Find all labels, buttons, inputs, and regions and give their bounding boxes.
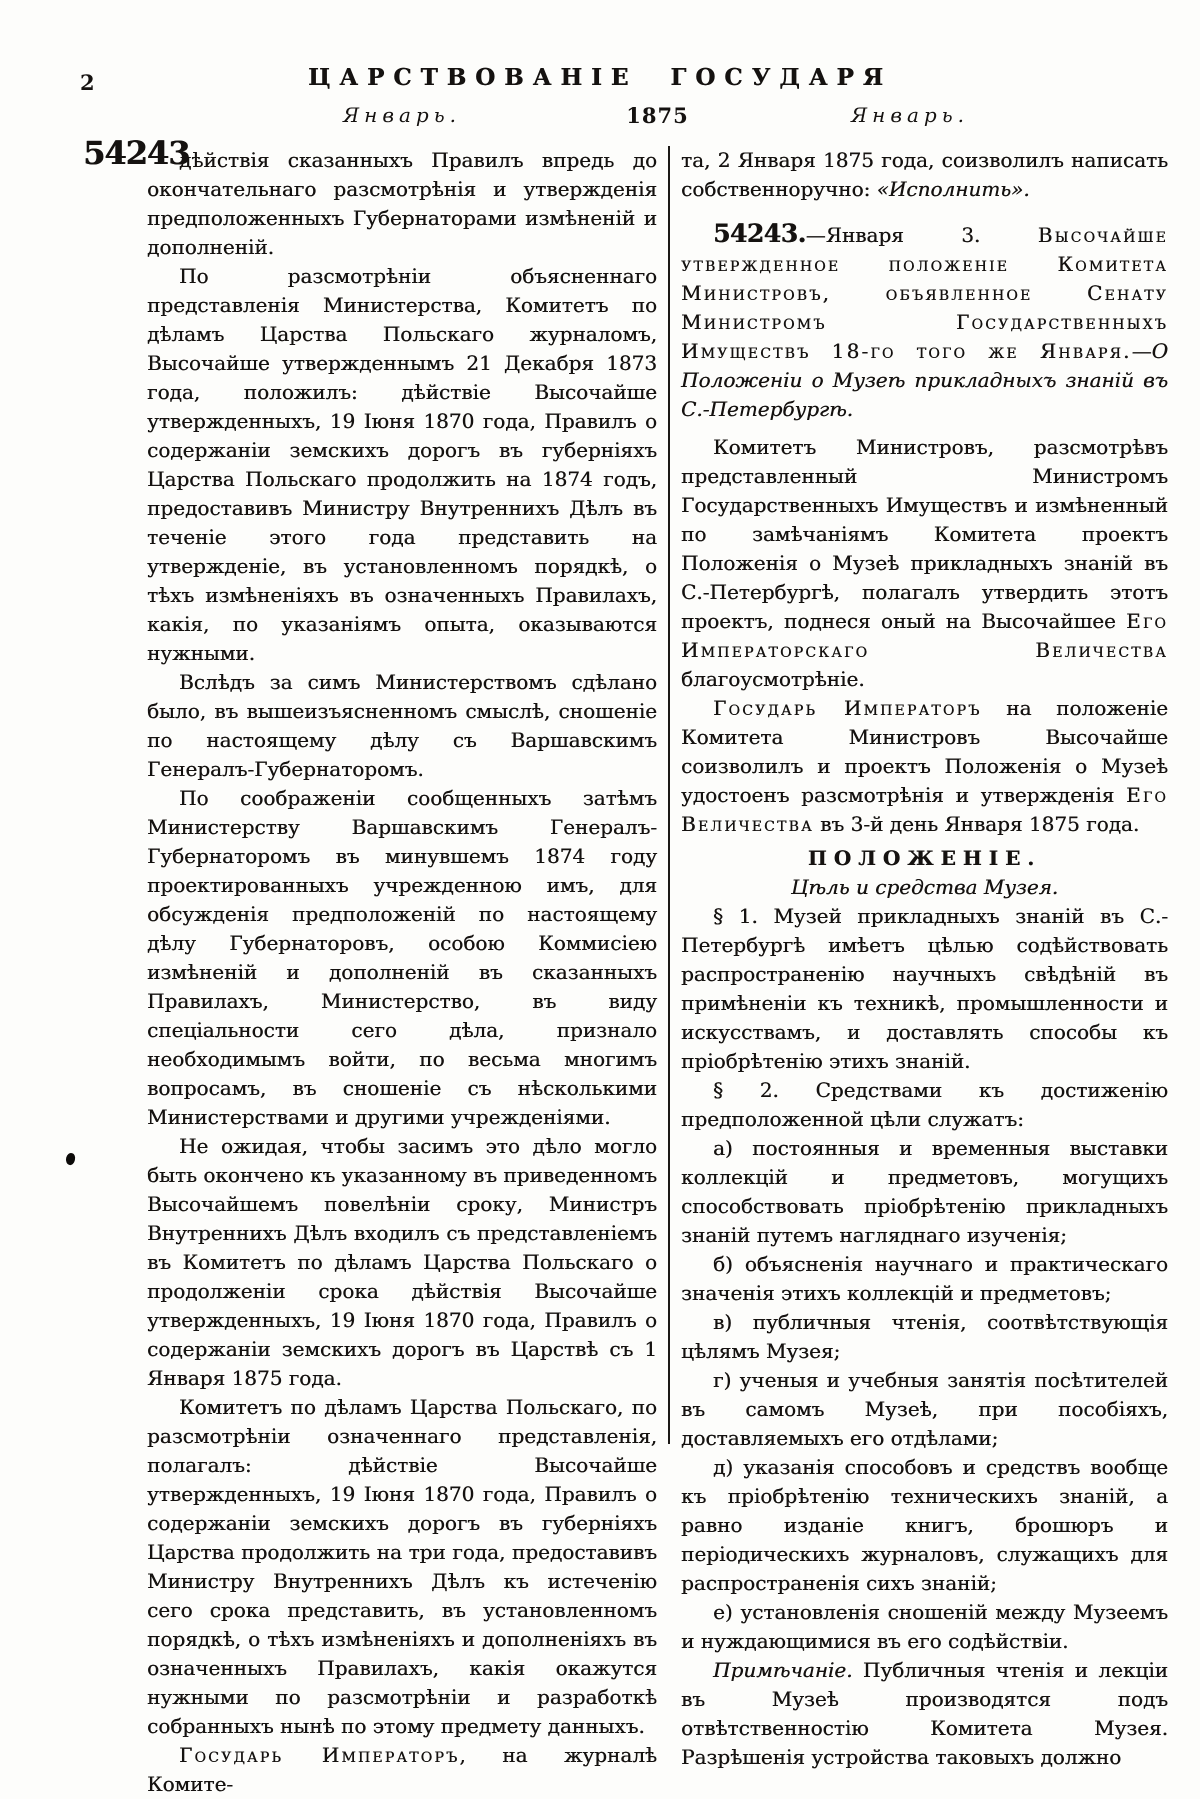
paragraph bbox=[681, 219, 1168, 424]
entry-number-inline: 54243. bbox=[713, 219, 806, 248]
running-title: ЦАРСТВОВАНІЕ ГОСУДАРЯ bbox=[308, 64, 892, 91]
text-segment: в) публичныя чтенія, соотвѣтствующія цѣлямъ Музея; bbox=[681, 1310, 1168, 1363]
text-segment: въ 3-й день Января 1875 года. bbox=[813, 812, 1140, 836]
text-segment: ПОЛОЖЕНІЕ. bbox=[807, 846, 1042, 870]
text-segment: Примѣчаніе. bbox=[713, 1658, 853, 1682]
paragraph bbox=[681, 1076, 1168, 1134]
paragraph bbox=[681, 873, 1168, 902]
text-segment: § 1. Музей прикладныхъ знаній въ С.-Петербургѣ имѣетъ цѣлью содѣйствовать распространенію научныхъ свѣдѣній въ примѣненіи къ техникѣ, промышленности и искусствамъ, и доставлять способы къ пріобрѣтенію этихъ знаній. bbox=[681, 904, 1168, 1073]
text-segment: г) ученыя и учебныя занятія посѣтителей въ самомъ Музеѣ, при пособіяхъ, доставляемыхъ его отдѣлами; bbox=[681, 1368, 1168, 1450]
left-column bbox=[83, 134, 657, 1799]
text-segment: — bbox=[1131, 339, 1152, 363]
text-segment: Государь Императоръ bbox=[179, 1743, 460, 1767]
paragraph bbox=[681, 1598, 1168, 1656]
paragraph bbox=[681, 694, 1168, 839]
column-divider-rule bbox=[668, 146, 670, 1444]
paragraph bbox=[681, 1134, 1168, 1250]
text-columns bbox=[0, 134, 1200, 1799]
text-segment: на положеніе Комитета Министровъ Высочайше соизволилъ и проектъ Положенія о Музеѣ удостоенъ разсмотрѣнія и утвержденія bbox=[681, 696, 1168, 807]
text-segment: та, 2 Января 1875 года, соизволилъ написать собственноручно: bbox=[681, 148, 1168, 201]
text-segment: По соображеніи сообщенныхъ затѣмъ Министерству Варшавскимъ Генералъ-Губернаторомъ въ минувшемъ 1874 году проектированныхъ учрежденною имъ, для обсужденія предположеній по настоящему дѣлу Губернаторовъ, особою Коммисіею измѣненій и дополненій въ сказанныхъ Правилахъ, Министерство, въ виду спеціальности сего дѣла, признало необходимымъ войти, по весьма многимъ вопросамъ, въ сношеніе съ нѣсколькими Министерствами и другими учрежденіями. bbox=[147, 786, 657, 1129]
paragraph bbox=[681, 1656, 1168, 1772]
paragraph bbox=[147, 1741, 657, 1799]
entry-number-margin: 54243 bbox=[83, 134, 190, 172]
paragraph bbox=[681, 1366, 1168, 1453]
text-segment: а) постоянныя и временныя выставки коллекцій и предметовъ, могущихъ способствовать пріобрѣтенію прикладныхъ знаній путемъ нагляднаго изученія; bbox=[681, 1136, 1168, 1247]
page-number: 2 bbox=[80, 70, 95, 95]
year-label: 1875 bbox=[626, 103, 689, 128]
text-segment: О Положеніи о Музеѣ прикладныхъ знаній въ С.-Петербургѣ. bbox=[681, 339, 1168, 421]
paragraph bbox=[681, 146, 1168, 204]
text-segment: Цѣль и средства Музея. bbox=[790, 875, 1059, 899]
paragraph bbox=[681, 1250, 1168, 1308]
text-segment: «Исполнить». bbox=[876, 177, 1030, 201]
right-column bbox=[681, 146, 1168, 1772]
text-segment: Комитетъ Министровъ, разсмотрѣвъ представленный Министромъ Государственныхъ Имуществъ и измѣненный по замѣчаніямъ Комитета проектъ Положенія о Музеѣ прикладныхъ знаній въ С.-Петербургѣ, полагалъ утвердить этотъ проектъ, поднеся оный на Высочайшее bbox=[681, 435, 1168, 633]
paragraph bbox=[147, 1393, 657, 1741]
text-segment: Его Величества bbox=[681, 783, 1168, 836]
text-segment: Высочайше утвержденное положеніе Комитета Министровъ, объявленное Сенату Министромъ Государственныхъ Имуществъ 18-го того же Января. bbox=[681, 223, 1168, 363]
paragraph bbox=[681, 1308, 1168, 1366]
paragraph bbox=[681, 433, 1168, 694]
text-segment: Государь Императоръ bbox=[713, 696, 982, 720]
text-segment: , на журналѣ Комите- bbox=[147, 1743, 657, 1796]
text-segment: —Января 3. bbox=[805, 223, 1038, 247]
text-segment: дѣйствія сказанныхъ Правилъ впредь до окончательнаго разсмотрѣнія и утвержденія предположенныхъ Губернаторами измѣненій и дополненій. bbox=[147, 148, 657, 259]
month-label-left: Январь. bbox=[343, 103, 461, 127]
text-segment: Не ожидая, чтобы засимъ это дѣло могло быть окончено къ указанному въ приведенномъ Высочайшемъ повелѣніи сроку, Министръ Внутреннихъ Дѣлъ входилъ съ представленіемъ въ Комитетъ по дѣламъ Царства Польскаго о продолженіи срока дѣйствія Высочайше утвержденныхъ, 19 Іюня 1870 года, Правилъ о содержаніи земскихъ дорогъ въ Царствѣ съ 1 Января 1875 года. bbox=[147, 1134, 657, 1390]
text-segment: б) объясненія научнаго и практическаго значенія этихъ коллекцій и предметовъ; bbox=[681, 1252, 1168, 1305]
paragraph bbox=[681, 844, 1168, 873]
text-segment: д) указанія способовъ и средствъ вообще къ пріобрѣтенію техническихъ знаній, а равно изданіе книгъ, брошюръ и періодическихъ журналовъ, служащихъ для распространенія сихъ знаній; bbox=[681, 1455, 1168, 1595]
paragraph bbox=[147, 1132, 657, 1393]
paragraph bbox=[147, 784, 657, 1132]
text-segment: Комитетъ по дѣламъ Царства Польскаго, по разсмотрѣніи означеннаго представленія, полагалъ: дѣйствіе Высочайше утвержденныхъ, 19 Іюня 1870 года, Правилъ о содержаніи земскихъ дорогъ въ губерніяхъ Царства продолжить на три года, предоставивъ Министру Внутреннихъ Дѣлъ къ истеченію сего срока представить, въ установленномъ порядкѣ, о тѣхъ измѣненіяхъ и дополненіяхъ въ означенныхъ Правилахъ, какія окажутся нужными по разсмотрѣніи и разработкѣ собранныхъ нынѣ по этому предмету данныхъ. bbox=[147, 1395, 657, 1738]
paragraph bbox=[147, 146, 657, 262]
month-label-right: Январь. bbox=[851, 103, 969, 127]
text-segment: благоусмотрѣніе. bbox=[681, 667, 865, 691]
paragraph bbox=[681, 1453, 1168, 1598]
paragraph bbox=[681, 902, 1168, 1076]
text-segment: е) установленія сношеній между Музеемъ и нуждающимися въ его содѣйствіи. bbox=[681, 1600, 1168, 1653]
paragraph bbox=[147, 668, 657, 784]
text-segment: Вслѣдъ за симъ Министерствомъ сдѣлано было, въ вышеизъясненномъ смыслѣ, сношеніе по настоящему дѣлу съ Варшавскимъ Генералъ-Губернаторомъ. bbox=[147, 670, 657, 781]
paragraph bbox=[147, 262, 657, 668]
text-segment: Его Императорскаго Величества bbox=[681, 609, 1168, 662]
text-segment: § 2. Средствами къ достиженію предположенной цѣли служатъ: bbox=[681, 1078, 1168, 1131]
text-segment: Публичныя чтенія и лекціи въ Музеѣ производятся подъ отвѣтственностію Комитета Музея. Разрѣшенія устройства таковыхъ должно bbox=[681, 1658, 1168, 1769]
text-segment: По разсмотрѣніи объясненнаго представленія Министерства, Комитетъ по дѣламъ Царства Польскаго журналомъ, Высочайше утвержденнымъ 21 Декабря 1873 года, положилъ: дѣйствіе Высочайше утвержденныхъ, 19 Іюня 1870 года, Правилъ о содержаніи земскихъ дорогъ въ губерніяхъ Царства Польскаго продолжить на 1874 годъ, предоставивъ Министру Внутреннихъ Дѣлъ въ теченіе этого года представить на утвержденіе, въ установленномъ порядкѣ, о тѣхъ измѣненіяхъ въ означенныхъ Правилахъ, какія, по указаніямъ опыта, оказываются нужными. bbox=[147, 264, 657, 665]
